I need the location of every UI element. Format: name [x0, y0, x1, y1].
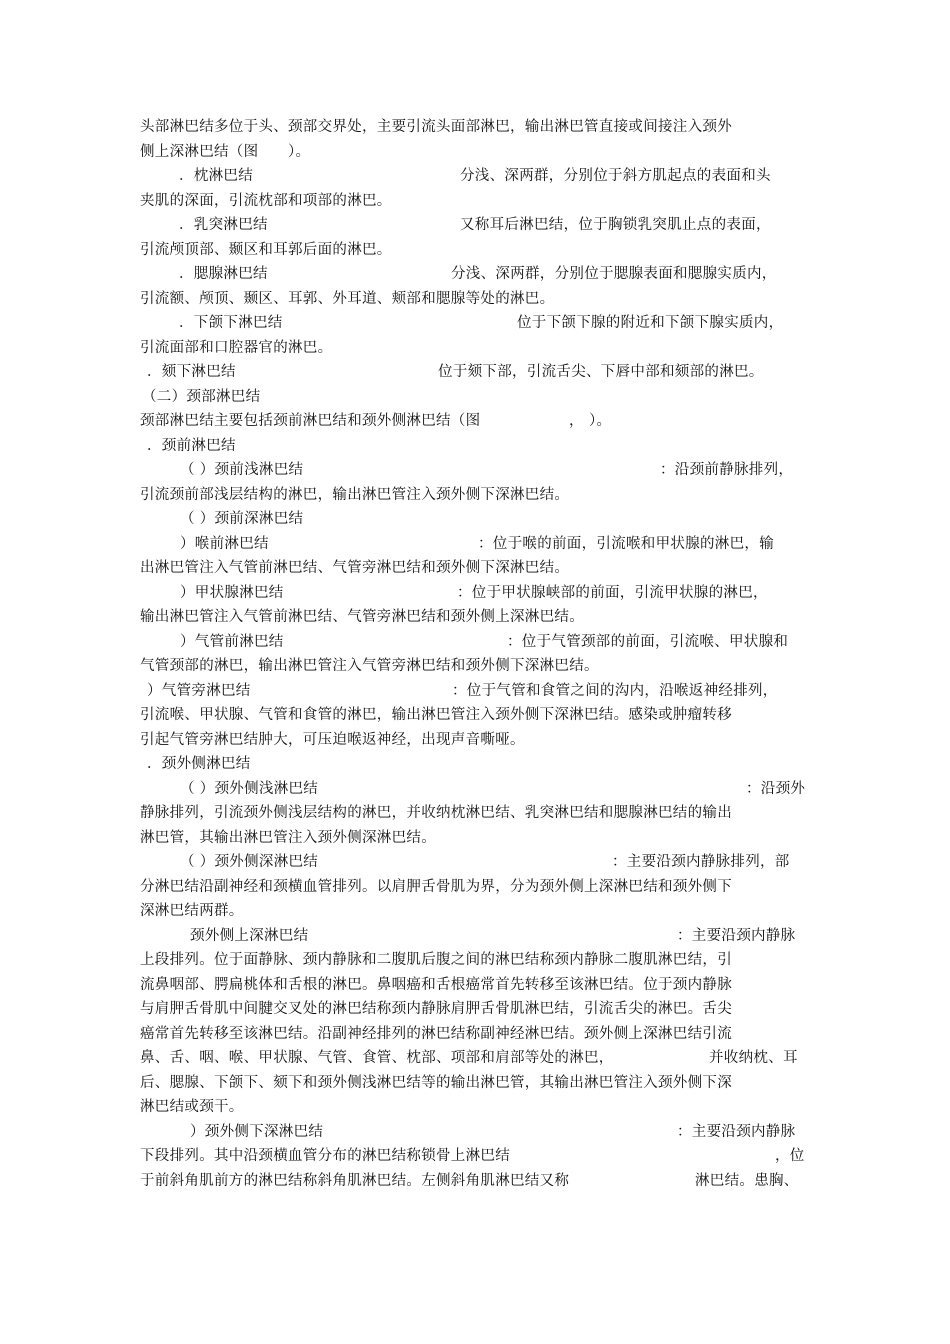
text-segment: ．颈前淋巴结 — [147, 438, 236, 454]
text-segment: 引流面部和口腔器官的淋巴。 — [140, 340, 333, 356]
text-segment: 淋巴管，其输出淋巴管注入颈外侧深淋巴结。 — [140, 830, 436, 846]
text-segment: 后、腮腺、下颌下、颏下和颈外侧浅淋巴结等的输出淋巴管，其输出淋巴管注入颈外侧下深 — [140, 1075, 732, 1091]
text-segment: 引流颈前部浅层结构的淋巴，输出淋巴管注入颈外侧下深淋巴结。 — [140, 487, 570, 503]
text-segment: 出淋巴管注入气管前淋巴结、气管旁淋巴结和颈外侧下深淋巴结。 — [140, 560, 570, 576]
text-segment: ．腮腺淋巴结 — [179, 266, 268, 282]
text-segment: ：位于甲状腺峡部的前面，引流甲状腺的淋巴， — [457, 585, 768, 601]
text-segment: 下段排列。其中沿颈横血管分布的淋巴结称锁骨上淋巴结 — [140, 1148, 510, 1164]
text-segment: 并收纳枕、耳 — [709, 1050, 798, 1066]
text-segment: （二）颈部淋巴结 — [142, 389, 261, 405]
text-segment: ）颈外侧下深淋巴结 — [190, 1124, 324, 1140]
text-segment: ：位于气管和食管之间的沟内，沿喉返神经排列， — [452, 683, 778, 699]
text-segment: 位于颏下部，引流舌尖、下唇中部和颏部的淋巴。 — [438, 364, 764, 380]
text-segment: ：主要沿颈内静脉 — [677, 928, 796, 944]
text-segment: 位于下颌下腺的附近和下颌下腺实质内， — [517, 315, 784, 331]
text-segment: 又称耳后淋巴结，位于胸锁乳突肌止点的表面， — [460, 217, 771, 233]
text-segment: 淋巴结。患胸、 — [695, 1173, 799, 1189]
text-segment: 深淋巴结两群。 — [140, 903, 244, 919]
text-segment: ．下颌下淋巴结 — [179, 315, 283, 331]
text-segment: ：位于喉的前面，引流喉和甲状腺的淋巴，输 — [478, 536, 774, 552]
text-segment: ：位于气管颈部的前面，引流喉、甲状腺和 — [507, 634, 789, 650]
text-segment: 癌常首先转移至该淋巴结。沿副神经排列的淋巴结称副神经淋巴结。颈外侧上深淋巴结引流 — [140, 1026, 732, 1042]
text-segment: ．颏下淋巴结 — [147, 364, 236, 380]
text-segment: ：主要沿颈内静脉 — [677, 1124, 796, 1140]
text-segment: ：沿颈外 — [746, 781, 806, 797]
text-segment: 夹肌的深面，引流枕部和项部的淋巴。 — [140, 193, 392, 209]
text-segment: 引流颅顶部、颞区和耳郭后面的淋巴。 — [140, 242, 392, 258]
text-segment: 淋巴结或颈干。 — [140, 1099, 244, 1115]
text-segment: ：主要沿颈内静脉排列，部 — [612, 854, 790, 870]
text-segment: 于前斜角肌前方的淋巴结称斜角肌淋巴结。左侧斜角肌淋巴结又称 — [140, 1173, 570, 1189]
text-segment: 与肩胛舌骨肌中间腱交叉处的淋巴结称颈内静脉肩胛舌骨肌淋巴结，引流舌尖的淋巴。舌尖 — [140, 1001, 732, 1017]
text-segment: 引流喉、甲状腺、气管和食管的淋巴，输出淋巴管注入颈外侧下深淋巴结。感染或肿瘤转移 — [140, 707, 732, 723]
text-segment: 分淋巴结沿副神经和颈横血管排列。以肩胛舌骨肌为界，分为颈外侧上深淋巴结和颈外侧下 — [140, 879, 732, 895]
text-segment: （ ）颈前深淋巴结 — [180, 511, 304, 527]
text-segment: ．颈外侧淋巴结 — [147, 756, 251, 772]
text-segment: 侧上深淋巴结（图 ）。 — [140, 144, 311, 160]
text-segment: ， — [569, 413, 584, 429]
text-segment: 引起气管旁淋巴结肿大，可压迫喉返神经，出现声音嘶哑。 — [140, 732, 525, 748]
text-segment: ）喉前淋巴结 — [180, 536, 269, 552]
text-segment: 颈部淋巴结主要包括颈前淋巴结和颈外侧淋巴结（图 — [140, 413, 481, 429]
text-segment: ：沿颈前静脉排列， — [660, 462, 794, 478]
text-segment: ．乳突淋巴结 — [179, 217, 268, 233]
text-segment: ）甲状腺淋巴结 — [180, 585, 284, 601]
text-segment: （ ）颈外侧浅淋巴结 — [180, 781, 319, 797]
text-segment: 上段排列。位于面静脉、颈内静脉和二腹肌后腹之间的淋巴结称颈内静脉二腹肌淋巴结，引 — [140, 952, 732, 968]
text-segment: 头部淋巴结多位于头、颈部交界处，主要引流头面部淋巴，输出淋巴管直接或间接注入颈外 — [140, 119, 732, 135]
text-segment: 颈外侧上深淋巴结 — [190, 928, 309, 944]
text-segment: 静脉排列，引流颈外侧浅层结构的淋巴，并收纳枕淋巴结、乳突淋巴结和腮腺淋巴结的输出 — [140, 805, 732, 821]
text-segment: ．枕淋巴结 — [179, 168, 253, 184]
text-segment: （ ）颈前浅淋巴结 — [180, 462, 304, 478]
text-segment: ）气管前淋巴结 — [180, 634, 284, 650]
text-segment: 分浅、深两群，分别位于斜方肌起点的表面和头 — [460, 168, 771, 184]
text-segment: 气管颈部的淋巴，输出淋巴管注入气管旁淋巴结和颈外侧下深淋巴结。 — [140, 658, 599, 674]
text-segment: ）气管旁淋巴结 — [147, 683, 251, 699]
text-segment: 流鼻咽部、腭扁桃体和舌根的淋巴。鼻咽癌和舌根癌常首先转移至该淋巴结。位于颈内静脉 — [140, 977, 732, 993]
text-segment: ）。 — [589, 413, 612, 429]
text-segment: 输出淋巴管注入气管前淋巴结、气管旁淋巴结和颈外侧上深淋巴结。 — [140, 609, 584, 625]
text-segment: ，位 — [775, 1148, 805, 1164]
text-segment: （ ）颈外侧深淋巴结 — [180, 854, 319, 870]
text-segment: 引流额、颅顶、颞区、耳郭、外耳道、颊部和腮腺等处的淋巴。 — [140, 291, 555, 307]
text-segment: 鼻、舌、咽、喉、甲状腺、气管、食管、枕部、项部和肩部等处的淋巴， — [140, 1050, 614, 1066]
text-segment: 分浅、深两群，分别位于腮腺表面和腮腺实质内， — [451, 266, 777, 282]
